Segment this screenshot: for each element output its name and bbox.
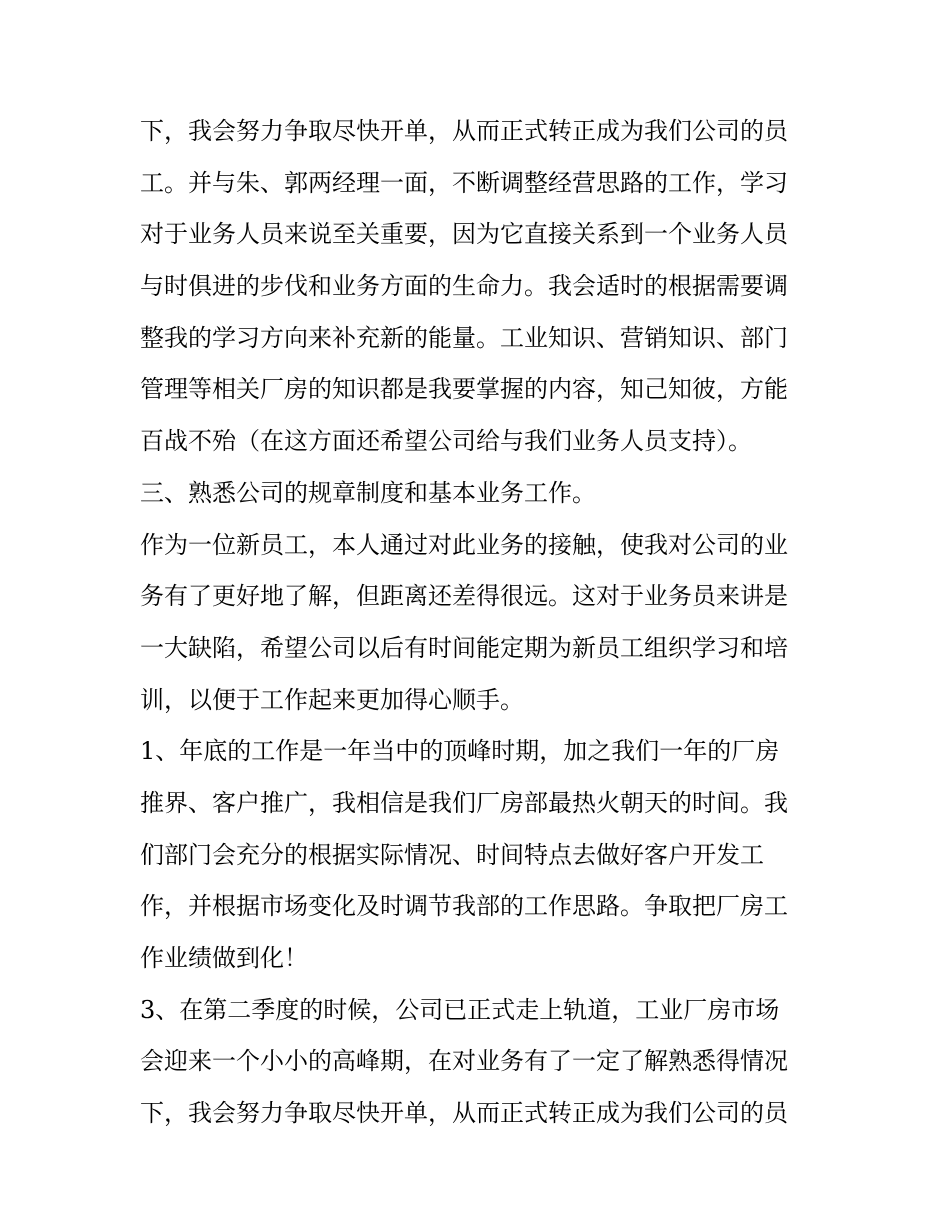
text-line: 整我的学习方向来补充新的能量。工业知识、营销知识、部门 (140, 323, 788, 352)
text-line: 对于业务人员来说至关重要，因为它直接关系到一个业务人员 (140, 220, 788, 249)
text-line: 们部门会充分的根据实际情况、时间特点去做好客户开发工 (140, 840, 764, 869)
text-line: 下，我会努力争取尽快开单，从而正式转正成为我们公司的员 (140, 1099, 788, 1128)
text-line: 作，并根据市场变化及时调节我部的工作思路。争取把厂房工 (140, 892, 788, 921)
numbered-item-line: 1、年底的工作是一年当中的顶峰时期，加之我们一年的厂房 (140, 737, 780, 766)
text-line: 下，我会努力争取尽快开单，从而正式转正成为我们公司的员 (140, 117, 788, 145)
numbered-item-line: 3、在第二季度的时候，公司已正式走上轨道，工业厂房市场 (140, 995, 780, 1024)
text-line: 工。并与朱、郭两经理一面，不断调整经营思路的工作，学习 (140, 168, 788, 197)
text-line: 管理等相关厂房的知识都是我要掌握的内容，知己知彼，方能 (140, 375, 788, 404)
text-line: 训，以便于工作起来更加得心顺手。 (140, 685, 524, 714)
body-text (140, 106, 820, 1140)
text-line: 百战不殆（在这方面还希望公司给与我们业务人员支持）。 (140, 427, 752, 456)
text-line: 务有了更好地了解，但距离还差得很远。这对于业务员来讲是 (140, 582, 788, 611)
text-line: 与时俱进的步伐和业务方面的生命力。我会适时的根据需要调 (140, 272, 788, 301)
text-line: 一大缺陷，希望公司以后有时间能定期为新员工组织学习和培 (140, 633, 788, 662)
text-line: 会迎来一个小小的高峰期，在对业务有了一定了解熟悉得情况 (140, 1047, 788, 1076)
text-line: 作为一位新员工，本人通过对此业务的接触，使我对公司的业 (140, 530, 788, 559)
text-line: 作业绩做到化！ (140, 944, 308, 972)
section-heading: 三、熟悉公司的规章制度和基本业务工作。 (140, 478, 596, 507)
text-line: 推界、客户推广，我相信是我们厂房部最热火朝天的时间。我 (140, 788, 788, 817)
